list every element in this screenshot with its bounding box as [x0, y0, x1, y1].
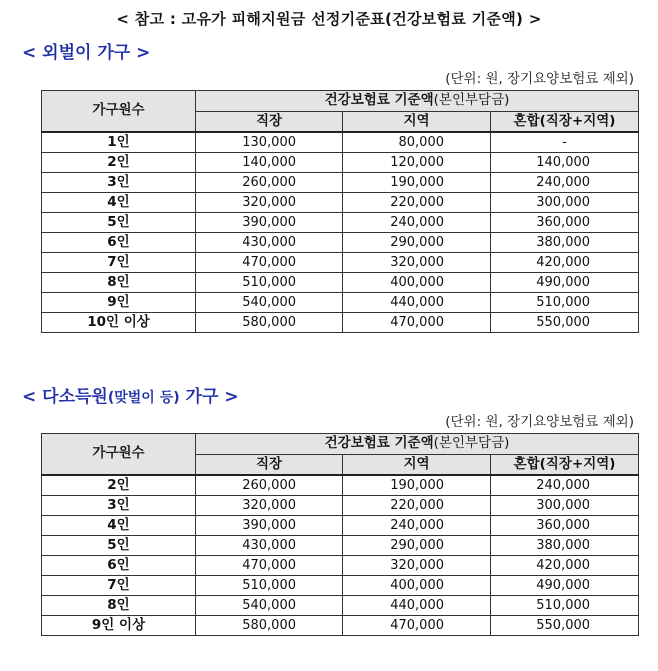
mixed-cell: 300,000	[491, 496, 639, 516]
workplace-cell: 140,000	[196, 153, 343, 173]
section-title-single-income: < 외벌이 가구 >	[22, 43, 151, 63]
unit-note-multi-income: (단위: 원, 장기요양보험료 제외)	[445, 414, 634, 430]
household-count-cell: 4인	[42, 193, 196, 213]
table-row	[42, 173, 639, 193]
household-count-cell: 3인	[42, 496, 196, 516]
regional-cell: 400,000	[343, 273, 491, 293]
header-workplace: 직장	[196, 112, 343, 133]
header-workplace: 직장	[196, 455, 343, 476]
regional-cell: 290,000	[343, 233, 491, 253]
household-count-cell: 4인	[42, 516, 196, 536]
regional-cell: 320,000	[343, 253, 491, 273]
mixed-cell: 240,000	[491, 475, 639, 496]
workplace-cell: 470,000	[196, 253, 343, 273]
header-mixed: 혼합(직장+지역)	[491, 112, 639, 133]
household-count-cell: 8인	[42, 273, 196, 293]
regional-cell: 240,000	[343, 516, 491, 536]
table-row	[42, 253, 639, 273]
household-count-cell: 8인	[42, 596, 196, 616]
regional-cell: 440,000	[343, 596, 491, 616]
workplace-cell: 430,000	[196, 536, 343, 556]
workplace-cell: 260,000	[196, 173, 343, 193]
regional-cell: 470,000	[343, 616, 491, 636]
table-row	[42, 132, 639, 153]
workplace-cell: 470,000	[196, 556, 343, 576]
regional-cell: 290,000	[343, 536, 491, 556]
mixed-cell: 140,000	[491, 153, 639, 173]
household-count-cell: 6인	[42, 556, 196, 576]
mixed-cell: 420,000	[491, 253, 639, 273]
workplace-cell: 540,000	[196, 293, 343, 313]
workplace-cell: 510,000	[196, 273, 343, 293]
section-title-multi-end: 가구 >	[179, 387, 239, 407]
household-count-cell: 5인	[42, 213, 196, 233]
header-group	[196, 434, 639, 455]
table-row	[42, 213, 639, 233]
mixed-cell: 550,000	[491, 313, 639, 333]
regional-cell: 470,000	[343, 313, 491, 333]
mixed-cell: 240,000	[491, 173, 639, 193]
table-row	[42, 616, 639, 636]
regional-cell: 320,000	[343, 556, 491, 576]
header-household: 가구원수	[42, 91, 196, 133]
workplace-cell: 580,000	[196, 313, 343, 333]
table-row	[42, 273, 639, 293]
mixed-cell: 360,000	[491, 516, 639, 536]
workplace-cell: 320,000	[196, 193, 343, 213]
table-row	[42, 536, 639, 556]
header-regional: 지역	[343, 112, 491, 133]
regional-cell: 190,000	[343, 173, 491, 193]
mixed-cell: 550,000	[491, 616, 639, 636]
household-count-cell: 10인 이상	[42, 313, 196, 333]
mixed-cell: 380,000	[491, 233, 639, 253]
table-row	[42, 516, 639, 536]
section-title-multi-income	[22, 382, 239, 407]
table-multi-income	[41, 433, 639, 636]
workplace-cell: 390,000	[196, 516, 343, 536]
header-group	[196, 91, 639, 112]
mixed-cell: 420,000	[491, 556, 639, 576]
workplace-cell: 540,000	[196, 596, 343, 616]
table-row	[42, 193, 639, 213]
mixed-cell: 490,000	[491, 273, 639, 293]
regional-cell: 220,000	[343, 193, 491, 213]
regional-cell: 220,000	[343, 496, 491, 516]
regional-cell: 120,000	[343, 153, 491, 173]
household-count-cell: 2인	[42, 153, 196, 173]
mixed-cell: 510,000	[491, 293, 639, 313]
regional-cell: 80,000	[343, 132, 491, 153]
regional-cell: 190,000	[343, 475, 491, 496]
header-group-label: 건강보험료 기준액	[324, 435, 434, 452]
household-count-cell: 9인 이상	[42, 616, 196, 636]
table-row	[42, 475, 639, 496]
mixed-cell: -	[491, 132, 639, 153]
table-body-single-income	[42, 132, 639, 333]
table-row	[42, 313, 639, 333]
workplace-cell: 580,000	[196, 616, 343, 636]
household-count-cell: 7인	[42, 253, 196, 273]
workplace-cell: 430,000	[196, 233, 343, 253]
section-title-multi-small: (맞벌이 등)	[107, 390, 180, 406]
header-mixed: 혼합(직장+지역)	[491, 455, 639, 476]
workplace-cell: 320,000	[196, 496, 343, 516]
mixed-cell: 510,000	[491, 596, 639, 616]
table-body-multi-income	[42, 475, 639, 636]
workplace-cell: 130,000	[196, 132, 343, 153]
unit-note-single-income: (단위: 원, 장기요양보험료 제외)	[445, 71, 634, 87]
table-single-income	[41, 90, 639, 333]
table-row	[42, 496, 639, 516]
table-row	[42, 153, 639, 173]
regional-cell: 440,000	[343, 293, 491, 313]
household-count-cell: 2인	[42, 475, 196, 496]
workplace-cell: 260,000	[196, 475, 343, 496]
regional-cell: 240,000	[343, 213, 491, 233]
mixed-cell: 380,000	[491, 536, 639, 556]
regional-cell: 400,000	[343, 576, 491, 596]
household-count-cell: 9인	[42, 293, 196, 313]
header-household: 가구원수	[42, 434, 196, 476]
table-row	[42, 293, 639, 313]
table-row	[42, 556, 639, 576]
mixed-cell: 300,000	[491, 193, 639, 213]
header-group-sub: (본인부담금)	[433, 92, 510, 109]
household-count-cell: 7인	[42, 576, 196, 596]
household-count-cell: 6인	[42, 233, 196, 253]
workplace-cell: 390,000	[196, 213, 343, 233]
workplace-cell: 510,000	[196, 576, 343, 596]
household-count-cell: 5인	[42, 536, 196, 556]
header-group-sub: (본인부담금)	[433, 435, 510, 452]
page-title: < 참고 : 고유가 피해지원금 선정기준표(건강보험료 기준액) >	[116, 10, 542, 28]
table-row	[42, 576, 639, 596]
section-title-multi-main: < 다소득원	[22, 387, 108, 407]
mixed-cell: 360,000	[491, 213, 639, 233]
household-count-cell: 1인	[42, 132, 196, 153]
table-row	[42, 596, 639, 616]
mixed-cell: 490,000	[491, 576, 639, 596]
header-regional: 지역	[343, 455, 491, 476]
household-count-cell: 3인	[42, 173, 196, 193]
table-row	[42, 233, 639, 253]
header-group-label: 건강보험료 기준액	[324, 92, 434, 109]
